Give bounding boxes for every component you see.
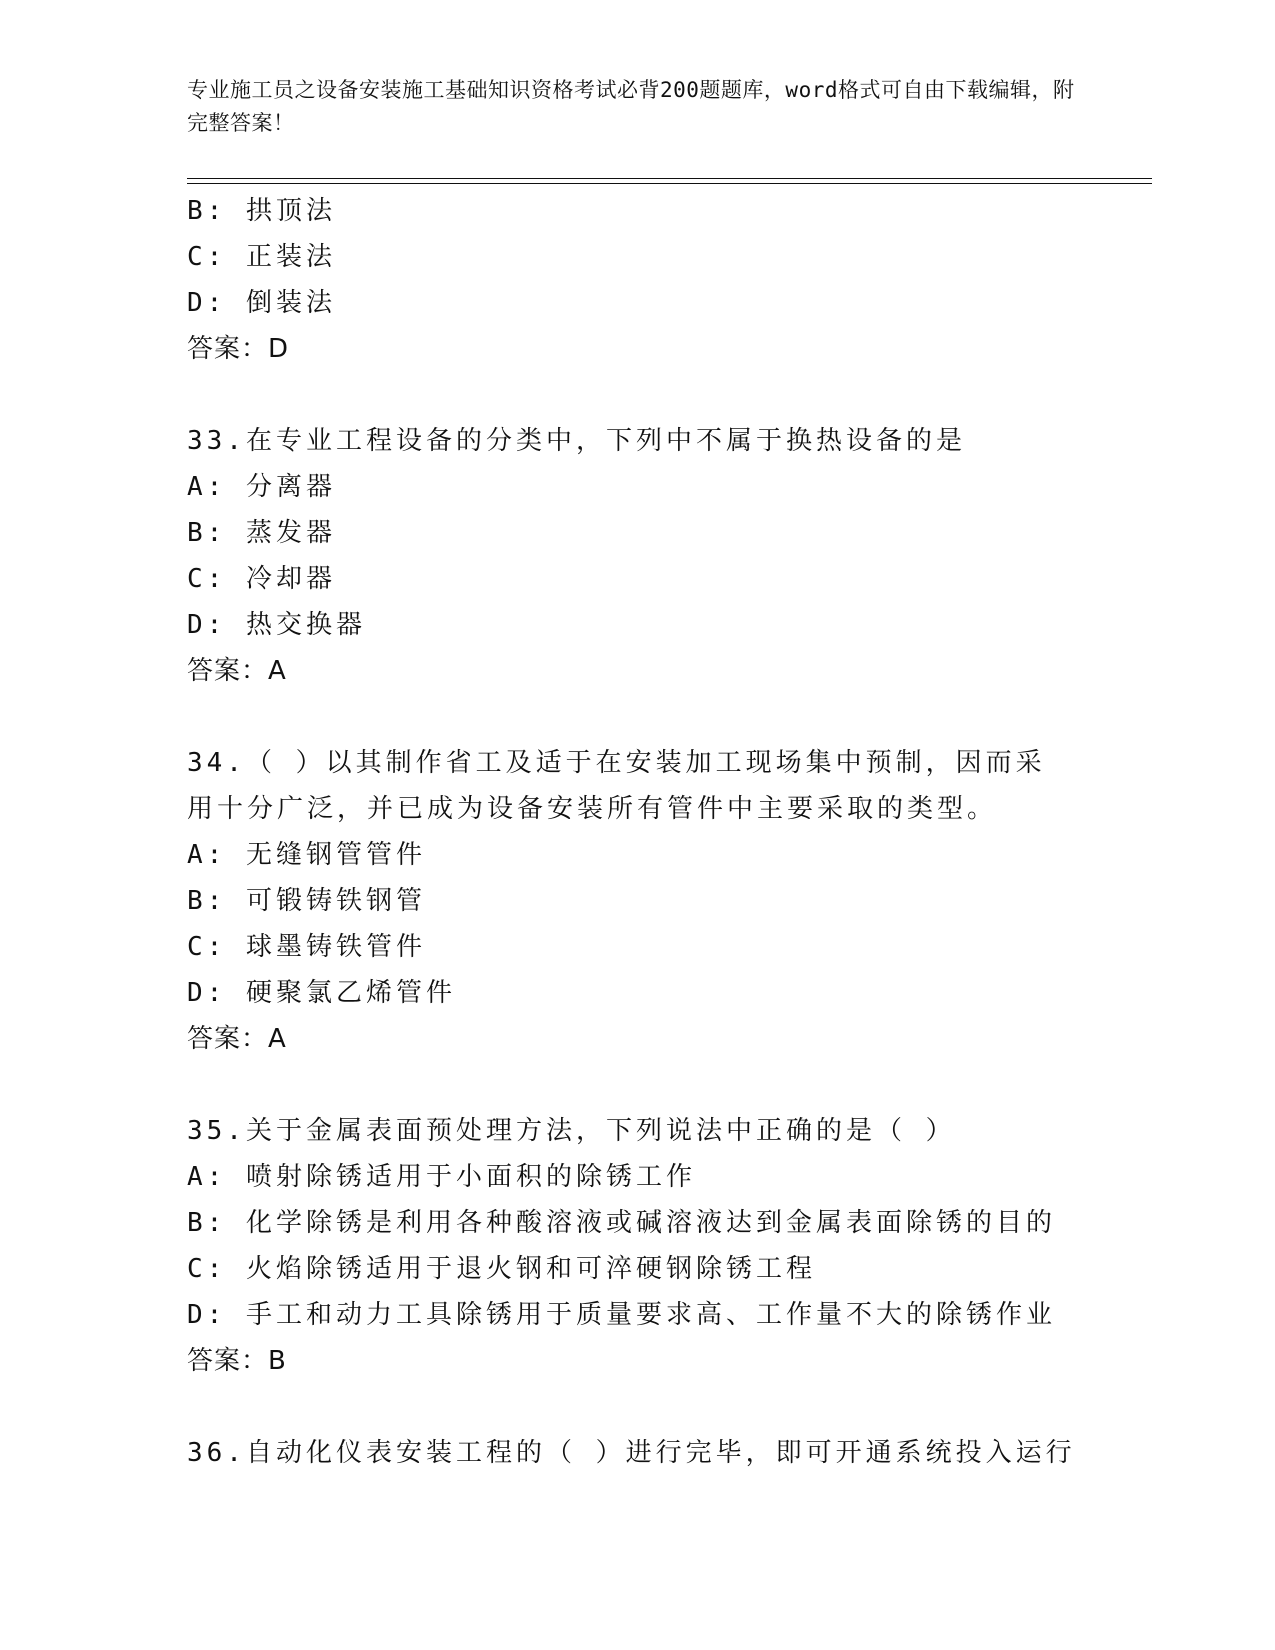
question-list <box>187 188 1147 1476</box>
option-b: B: 蒸发器 <box>187 518 336 548</box>
spacer <box>187 372 1147 418</box>
question-stem-33: 33.在专业工程设备的分类中，下列中不属于换热设备的是 <box>187 426 966 456</box>
header-rule-bottom <box>187 183 1152 184</box>
header-rule-top <box>187 178 1152 179</box>
spacer <box>187 1062 1147 1108</box>
option-b: B: 可锻铸铁钢管 <box>187 886 426 916</box>
option-b: B: 拱顶法 <box>187 196 336 226</box>
document-header: 专业施工员之设备安装施工基础知识资格考试必背200题题库，word格式可自由下载编辑，附完整答案！ <box>187 78 1075 135</box>
option-d: D: 热交换器 <box>187 610 366 640</box>
option-c: C: 冷却器 <box>187 564 336 594</box>
option-d: D: 倒装法 <box>187 288 336 318</box>
answer-line: 答案：A <box>187 656 287 686</box>
option-a: A: 喷射除锈适用于小面积的除锈工作 <box>187 1162 696 1192</box>
option-c: C: 火焰除锈适用于退火钢和可淬硬钢除锈工程 <box>187 1254 816 1284</box>
option-d: D: 硬聚氯乙烯管件 <box>187 978 456 1008</box>
option-a: A: 分离器 <box>187 472 336 502</box>
question-stem-34: 34.（ ）以其制作省工及适于在安装加工现场集中预制，因而采用十分广泛，并已成为设备安装所有管件中主要采取的类型。 <box>187 748 1046 824</box>
answer-line: 答案：A <box>187 1024 287 1054</box>
spacer <box>187 1384 1147 1430</box>
question-stem-35: 35.关于金属表面预处理方法，下列说法中正确的是（ ） <box>187 1116 956 1146</box>
option-a: A: 无缝钢管管件 <box>187 840 426 870</box>
option-b: B: 化学除锈是利用各种酸溶液或碱溶液达到金属表面除锈的目的 <box>187 1208 1056 1238</box>
option-c: C: 正装法 <box>187 242 336 272</box>
option-c: C: 球墨铸铁管件 <box>187 932 426 962</box>
answer-line: 答案：B <box>187 1346 287 1376</box>
spacer <box>187 694 1147 740</box>
question-stem-36: 36.自动化仪表安装工程的（ ）进行完毕，即可开通系统投入运行 <box>187 1438 1076 1468</box>
answer-line: 答案：D <box>187 334 290 364</box>
option-d: D: 手工和动力工具除锈用于质量要求高、工作量不大的除锈作业 <box>187 1300 1056 1330</box>
